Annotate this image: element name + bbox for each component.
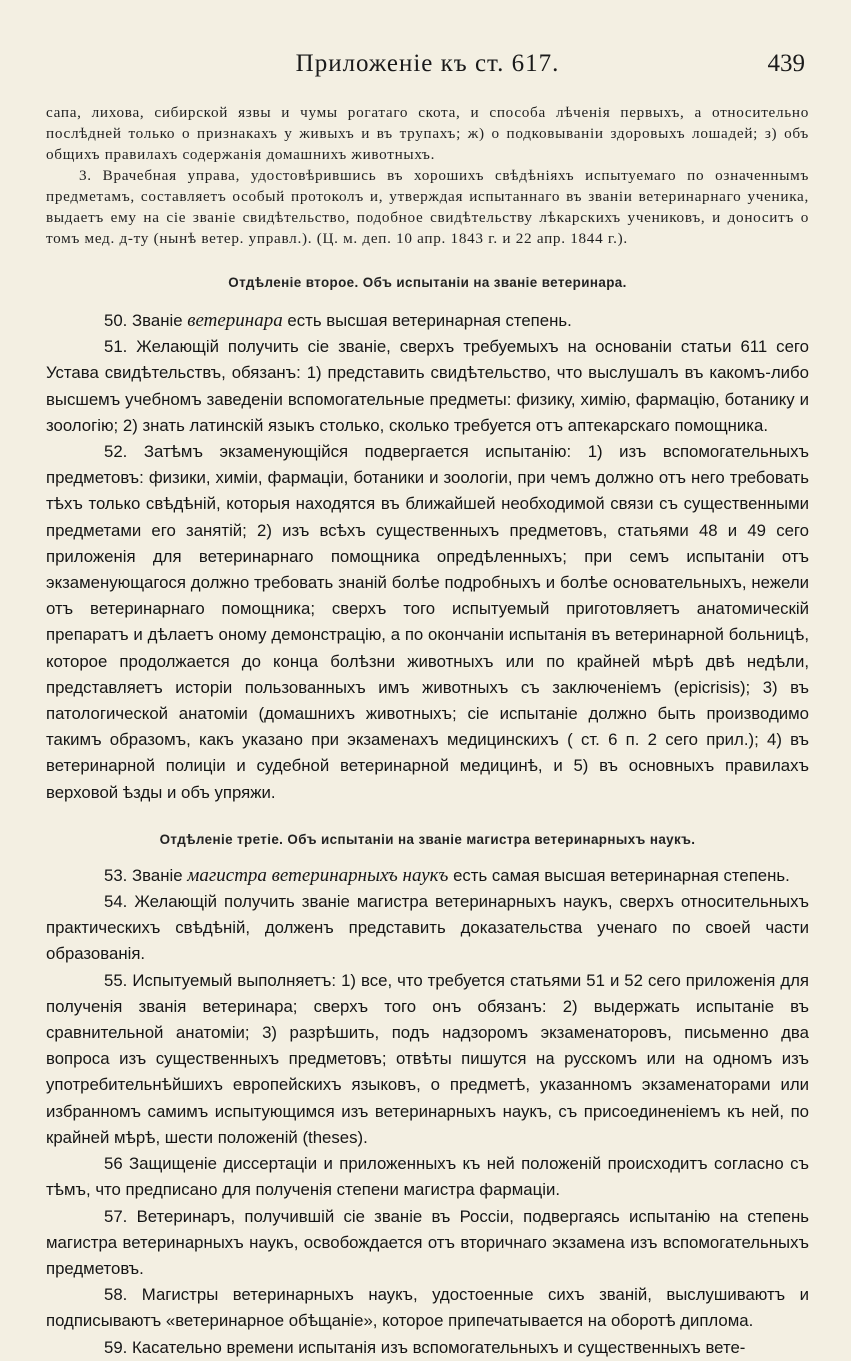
article-text: Званіе [132, 865, 183, 885]
article-text: есть самая высшая ветеринарная степень. [453, 865, 790, 885]
article-51: 51. Желающій получить сіе званіе, сверхъ требуемыхъ на основаніи статьи 611 сего Устава свидѣтельствъ, обязанъ: 1) представить свидѣтельство, что выслушалъ въ какомъ-либо высшемъ учебномъ заведеніи вспомогательные предметы: физику, химію, фармацію, ботанику и зоологію; 2) знать латинскій языкъ столько, сколько требуется отъ аптекарскаго помощника. [46, 337, 809, 435]
article-number: 53. [104, 865, 128, 885]
page-number: 439 [767, 50, 805, 77]
italic-term: ветеринара [187, 310, 283, 331]
section-heading-veterinarian: Отдѣленіе второе. Объ испытаніи на званіе ветеринара. [228, 275, 627, 290]
article-50 [46, 308, 809, 334]
article-55: 55. Испытуемый выполняетъ: 1) все, что требуется статьями 51 и 52 сего приложенія для полученія званія ветеринара; сверхъ того онъ обязанъ: 2) выдержать испытаніе въ сравнительной анатоміи; 3) разрѣшить, подъ надзоромъ экзаменаторовъ, письменно два вопроса изъ существенныхъ предметовъ; отвѣты пишутся на русскомъ или на одномъ изъ употребительнѣйшихъ европейскихъ языковъ, о предметѣ, указанномъ экзаменаторами или избранномъ самимъ испытующимся изъ ветеринарныхъ наукъ, съ присоединеніемъ къ ней, по крайней мѣрѣ, шести положеній (theses). [46, 970, 809, 1147]
running-title: Приложеніе къ ст. 617. [295, 50, 560, 77]
section-heading-master: Отдѣленіе третіе. Объ испытаніи на званіе магистра ветеринарныхъ наукъ. [159, 831, 696, 847]
article-58: 58. Магистры ветеринарныхъ наукъ, удостоенные сихъ званій, выслушиваютъ и подписываютъ «ветеринарное обѣщаніе», которое припечатывается на оборотѣ диплома. [46, 1285, 809, 1331]
article-59: 59. Касательно времени испытанія изъ вспомогательныхъ и существенныхъ вете- [104, 1337, 746, 1357]
article-text: есть высшая ветеринарная степень. [287, 311, 572, 330]
note-item-3: 3. Врачебная управа, удостовѣрившись въ хорошихъ свѣдѣніяхъ испытуемаго по означеннымъ предметамъ, составляетъ особый протоколъ и, утверждая испытаннаго въ званіи ветеринарнаго ученика, выдаетъ ему на сіе званіе свидѣтельство, подобное свидѣтельству лѣкарскихъ учениковъ, и доноситъ о томъ мед. д-ту (нынѣ ветер. управл.). (Ц. м. деп. 10 апр. 1843 г. и 22 апр. 1844 г.). [46, 167, 809, 247]
article-56: 56 Защищеніе диссертаціи и приложенныхъ къ ней положеній происходитъ согласно съ тѣмъ, что предписано для полученія степени магистра фармаціи. [46, 1154, 809, 1200]
article-text: Званіе [132, 311, 183, 330]
article-57: 57. Ветеринаръ, получившій сіе званіе въ Россіи, подвергаясь испытанію на степень магистра ветеринарныхъ наукъ, освобождается отъ вторичнаго экзамена изъ вспомогательныхъ предметовъ. [46, 1206, 809, 1278]
article-number: 50. [104, 311, 128, 330]
article-53 [46, 863, 809, 889]
note-continuation: сапа, лихова, сибирской язвы и чумы рогатаго скота, и способа лѣченія первыхъ, а относительно послѣдней только о признакахъ у живыхъ и въ трупахъ; ж) о подковываніи здоровыхъ лошадей; з) объ общихъ правилахъ содержанія домашнихъ животныхъ. [46, 104, 809, 163]
article-54: 54. Желающій получить званіе магистра ветеринарныхъ наукъ, сверхъ относительныхъ практическихъ свѣдѣній, долженъ представить доказательства ученаго по своей части образованія. [46, 892, 809, 964]
italic-term: магистра ветеринарныхъ наукъ [187, 864, 449, 886]
page-header [46, 50, 809, 84]
article-52: 52. Затѣмъ экзаменующійся подвергается испытанію: 1) изъ вспомогательныхъ предметовъ: физики, химіи, фармаціи, ботаники и зоологіи, при чемъ должно отъ него требовать тѣхъ только свѣдѣній, которыя находятся въ ближайшей необходимой связи съ существенными предметами его занятій; 2) изъ всѣхъ существенныхъ предметовъ, статьями 48 и 49 сего приложенія для ветеринарнаго помощника опредѣленныхъ; при семъ испытаніи отъ экзаменующагося должно требовать знаній болѣе подробныхъ и болѣе основательныхъ, нежели отъ ветеринарнаго помощника; сверхъ того испытуемый приготовляетъ анатомическій препаратъ и дѣлаетъ оному демонстрацію, а по окончаніи испытанія въ ветеринарной больницѣ, которое продолжается до конца болѣзни животныхъ или по крайней мѣрѣ двѣ недѣли, представляетъ исторіи пользованныхъ имъ животныхъ съ заключеніемъ (epicrisis); 3) въ патологической анатоміи (домашнихъ животныхъ; сіе испытаніе должно быть производимо такимъ образомъ, какъ указано при экзаменахъ медицинскихъ ( ст. 6 п. 2 сего прил.); 4) въ ветеринарной полиціи и судебной ветеринарной медицинѣ, и 5) въ основныхъ правилахъ верховой ѣзды и объ упряжи. [46, 442, 809, 802]
